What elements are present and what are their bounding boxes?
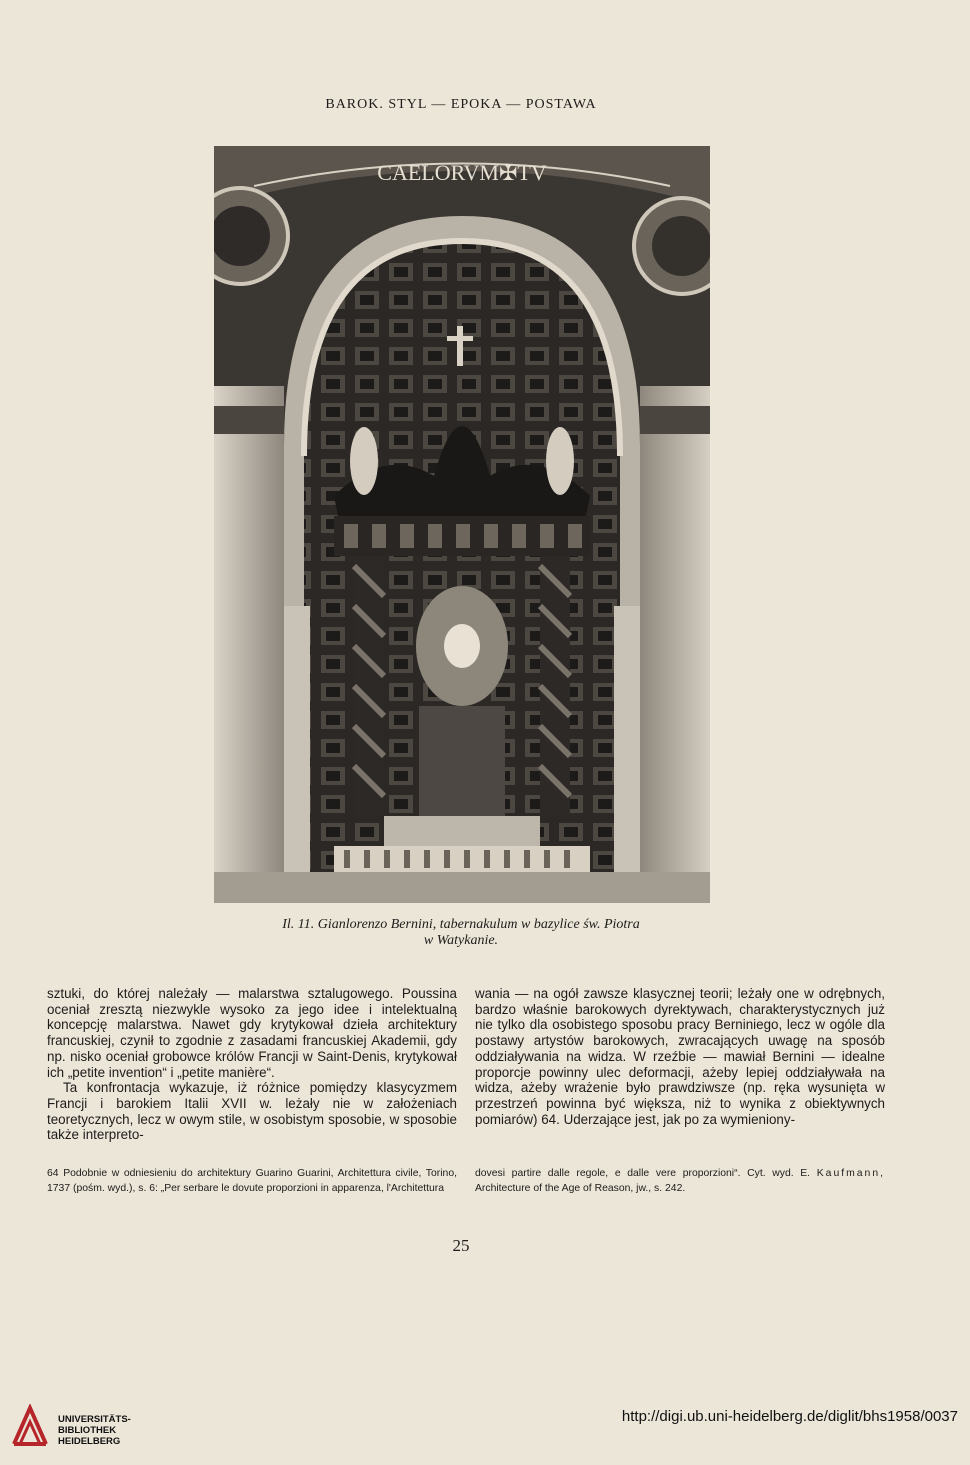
body-column-right <box>475 986 885 1127</box>
paragraph: wania — na ogół zawsze klasycznej teorii; leżały one w odrębnych, bardzo właśnie barokowych dyrektywach, charakterystycznych już nie tylko dla osobistego sposobu pracy Berniniego, lecz w ogóle dla postawy artystów barokowych, zwracających uwagę na sposób oddziaływania na widza. W rzeźbie — mawiał Bernini — idealne proporcje powinny ulec deformacji, ażeby lepiej oddziaływała na widza, ażeby wrażenie było prawdziwsze (np. ręka wysunięta w przestrzeń powinna być większa, niż to wynika z obiektywnych pomiarów) 64. Uderzające jest, jak po za wymieniony- <box>475 986 885 1127</box>
cross-icon <box>457 326 463 366</box>
footnote-right <box>475 1166 885 1196</box>
caption-line-1: Il. 11. Gianlorenzo Bernini, tabernakulum w bazylice św. Piotra <box>282 917 640 932</box>
high-altar <box>384 816 540 846</box>
page-number: 25 <box>452 1236 470 1255</box>
library-emblem-icon <box>10 1404 50 1448</box>
source-url-link[interactable]: http://digi.ub.uni-heidelberg.de/diglit/bhs1958/0037 <box>621 1408 958 1425</box>
dome-inscription: CAELORVM✠TV <box>377 160 547 185</box>
caption-line-2: w Watykanie. <box>423 933 499 948</box>
paragraph: sztuki, do której należały — malarstwa sztalugowego. Poussina oceniał zresztą niezwykle wysoko za jego idee i intelektualną koncepcję malarstwa. Nawet gdy krytykował dzieła architektury francuskiej, czynił to zgodnie z zasadami francuskiej Akademii, gdy np. nisko oceniał grobowce królów Francji w Saint-Denis, krytykował ich „petite invention“ i „petite manière“. <box>47 986 457 1080</box>
illustration-baldachin-photo <box>214 146 710 903</box>
left-solomonic-column <box>354 556 384 816</box>
footnote-64-continued: dovesi partire dalle regole, e dalle vere proporzioni“. Cyt. wyd. E. Kaufmann, Architecture of the Age of Reason, jw., s. 242. <box>475 1168 885 1194</box>
footnote-left <box>47 1166 457 1196</box>
right-solomonic-column <box>540 556 570 816</box>
library-logo: UNIVERSITÄTS- BIBLIOTHEK HEIDELBERG <box>10 1404 150 1452</box>
figure-caption <box>0 917 922 949</box>
body-column-left <box>47 986 457 1143</box>
left-angel-statue <box>350 427 378 495</box>
footnote-64: 64 Podobnie w odniesieniu do architektury Guarino Guarini, Architettura civile, Torino, 1737 (pośm. wyd.), s. 6: „Per serbare le dovute proporzioni in apparenza, l'Architettura <box>47 1168 457 1194</box>
paragraph: Ta konfrontacja wykazuje, iż różnice pomiędzy klasycyzmem Francji i barokiem Italii XVII w. leżały nie w założeniach teoretycznych, lecz w owym stile, w osobistym sposobie, w sposobie także interpreto- <box>47 1080 457 1143</box>
footnote-author: Kaufmann, <box>816 1168 885 1179</box>
baldachin-photo-svg <box>214 146 710 903</box>
right-angel-statue <box>546 427 574 495</box>
running-head: BAROK. STYL — EPOKA — POSTAWA <box>325 97 597 112</box>
